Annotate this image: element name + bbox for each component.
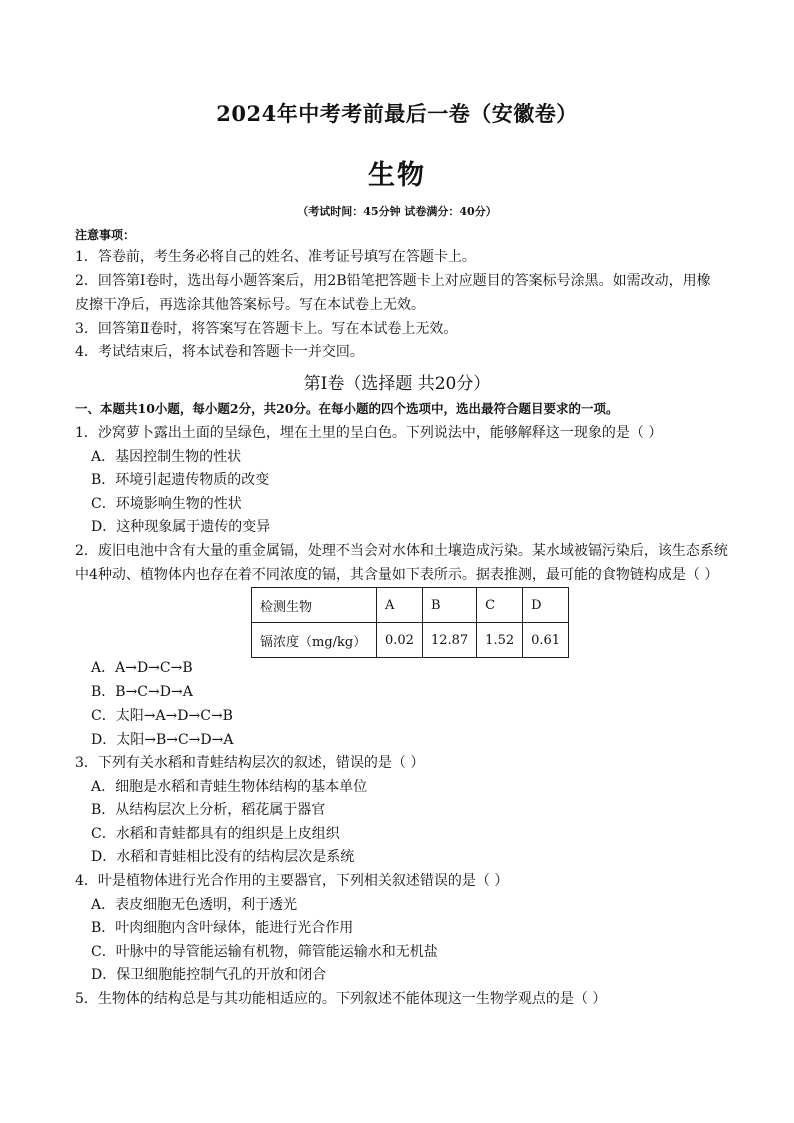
- question-3-stem: 3．下列有关水稻和青蛙结构层次的叙述，错误的是（ ）: [75, 755, 425, 771]
- question-1-stem: 1．沙窝萝卜露出土面的呈绿色，埋在土里的呈白色。下列说法中，能够解释这一现象的是（ ）: [75, 425, 663, 441]
- question-3-option-d: D．水稻和青蛙相比没有的结构层次是系统: [91, 849, 355, 865]
- table-cell: 镉浓度（mg/kg）: [252, 623, 377, 658]
- question-4-option-d: D．保卫细胞能控制气孔的开放和闭合: [91, 967, 327, 983]
- question-1-option-c: C．环境影响生物的性状: [91, 496, 242, 512]
- question-1-option-a: A．基因控制生物的性状: [91, 449, 242, 465]
- question-4-option-b: B．叶肉细胞内含叶绿体，能进行光合作用: [91, 920, 354, 936]
- section-instruction: 一、本题共10小题，每小题2分，共20分。在每小题的四个选项中，选出最符合题目要求的一项。: [75, 401, 619, 416]
- question-2-option-c: C．太阳→A→D→C→B: [91, 708, 233, 724]
- table-cell: 1.52: [477, 623, 523, 658]
- subject-heading: 生物: [368, 160, 426, 191]
- notice-item: 2．回答第Ⅰ卷时，选出每小题答案后，用2B铅笔把答题卡上对应题目的答案标号涂黑。如需改动，用橡: [75, 273, 711, 289]
- table-row: [252, 623, 569, 658]
- table-cell: C: [477, 588, 523, 623]
- question-4-stem: 4．叶是植物体进行光合作用的主要器官，下列相关叙述错误的是（ ）: [75, 873, 509, 889]
- table-cell: 检测生物: [252, 588, 377, 623]
- table-cell: D: [523, 588, 569, 623]
- notice-item: 皮擦干净后，再选涂其他答案标号。写在本试卷上无效。: [75, 297, 425, 313]
- question-3-option-b: B．从结构层次上分析，稻花属于器官: [91, 802, 326, 818]
- question-1-option-d: D．这种现象属于遗传的变异: [91, 519, 271, 535]
- exam-title: 2024年中考考前最后一卷（安徽卷）: [216, 101, 578, 126]
- question-2-option-a: A．A→D→C→B: [91, 660, 193, 676]
- table-cell: 0.02: [377, 623, 423, 658]
- question-2-stem: 2．废旧电池中含有大量的重金属镉，处理不当会对水体和土壤造成污染。某水域被镉污染后，该生态系统: [75, 543, 728, 559]
- question-4-option-a: A．表皮细胞无色透明，利于透光: [91, 897, 298, 913]
- question-1-option-b: B．环境引起遗传物质的改变: [91, 472, 270, 488]
- table-cell: 12.87: [422, 623, 476, 658]
- table-cell: B: [422, 588, 476, 623]
- question-4-option-c: C．叶脉中的导管能运输有机物，筛管能运输水和无机盐: [91, 944, 438, 960]
- question-3-option-c: C．水稻和青蛙都具有的组织是上皮组织: [91, 826, 340, 842]
- question-2-option-d: D．太阳→B→C→D→A: [91, 732, 234, 748]
- table-cell: 0.61: [523, 623, 569, 658]
- table-row: [252, 588, 569, 623]
- notice-item: 4．考试结束后，将本试卷和答题卡一并交回。: [75, 344, 364, 360]
- question-2-option-b: B．B→C→D→A: [91, 684, 193, 700]
- cadmium-table: [251, 587, 569, 658]
- question-5-stem: 5．生物体的结构总是与其功能相适应的。下列叙述不能体现这一生物学观点的是（ ）: [75, 991, 607, 1007]
- exam-info: （考试时间：45分钟 试卷满分：40分）: [297, 205, 497, 218]
- notice-item: 1．答卷前，考生务必将自己的姓名、准考证号填写在答题卡上。: [75, 249, 476, 265]
- section-title: 第Ⅰ卷（选择题 共20分）: [303, 374, 491, 394]
- notice-heading: 注意事项：: [75, 228, 136, 242]
- question-3-option-a: A．细胞是水稻和青蛙生物体结构的基本单位: [91, 779, 368, 795]
- table-cell: A: [377, 588, 423, 623]
- notice-item: 3．回答第Ⅱ卷时，将答案写在答题卡上。写在本试卷上无效。: [75, 321, 458, 337]
- question-2-stem: 中4种动、植物体内也存在着不同浓度的镉，其含量如下表所示。据表推测，最可能的食物链构成是（ ）: [75, 567, 719, 583]
